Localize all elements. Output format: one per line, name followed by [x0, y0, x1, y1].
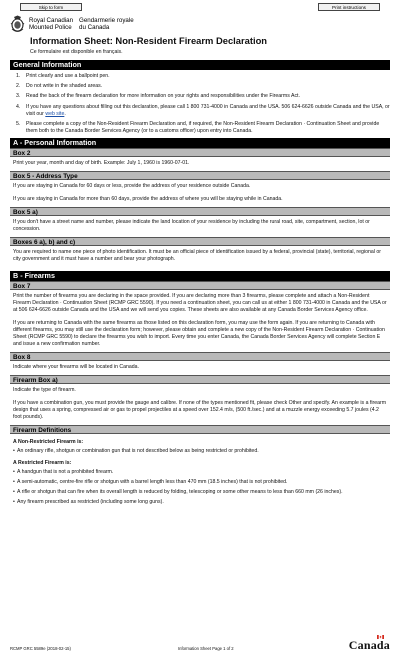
firearm-definitions-heading: Firearm Definitions	[10, 425, 390, 434]
canada-wordmark: Canada	[348, 637, 390, 652]
rcmp-signature	[29, 17, 134, 31]
rcmp-name-en-2: Mounted Police	[29, 24, 72, 31]
list-item: • A semi-automatic, centre-fire rifle or shotgun with a barrel length less than 470 mm (18.5 inches) that is not prohibited.	[13, 479, 288, 486]
list-item: • A rifle or shotgun that can fire when its overall length is reduced by folding, telescoping or some other means to less than 660 mm (26 inches).	[13, 489, 343, 496]
box-7-heading: Box 7	[10, 281, 390, 290]
box-5-heading: Box 5 - Address Type	[10, 171, 390, 180]
web-site-link[interactable]: web site	[45, 110, 65, 117]
french-availability-note: Ce formulaire est disponible en français.	[30, 49, 123, 55]
box-2-text: Print your year, month and day of birth. Example: July 1, 1960 is 1960-07-01.	[13, 160, 190, 167]
page-title: Information Sheet: Non-Resident Firearm Declaration	[30, 35, 268, 46]
box-6-heading: Boxes 6 a), b) and c)	[10, 237, 390, 246]
box-8-heading: Box 8	[10, 352, 390, 361]
list-item: 2. Do not write in the shaded areas.	[16, 83, 103, 90]
box-5a-text: If you don't have a street name and number, please indicate the land location of your residence by including the rural road, site, compartment, section, lot or concession.	[13, 219, 370, 233]
box-6-text: You are required to name one piece of photo identification. It must be an official piece of identification issued by a federal, provincial (state), territorial, regional or city government and it must have a number and bear your photograph.	[13, 249, 381, 263]
form-code: RCMP GRC 5589e (2018-02-15)	[10, 646, 71, 652]
rcmp-name-fr-1: Gendarmerie royale	[79, 17, 134, 24]
firearm-box-a-heading: Firearm Box a)	[10, 375, 390, 384]
non-restricted-list	[10, 448, 390, 455]
rcmp-name-fr-2: du Canada	[79, 24, 110, 31]
section-b-heading: B - Firearms	[10, 271, 390, 281]
list-item: • An ordinary rifle, shotgun or combination gun that is not described below as being restricted or prohibited.	[13, 448, 259, 455]
section-a-heading: A - Personal Information	[10, 138, 390, 148]
list-item: • Any firearm prescribed as restricted (including some long guns).	[13, 499, 164, 506]
list-item: 3. Read the back of the firearm declaration for more information on your rights and responsibilities under the Firearms Act.	[16, 93, 300, 100]
box-8-text: Indicate where your firearms will be located in Canada.	[13, 364, 140, 371]
list-item: 4. If you have any questions about filling out this declaration, please call 1 800 731-4000 in Canada and the USA. 506 624-6626 outside Canada and the USA, or visit our web site.	[16, 103, 390, 117]
firearm-box-a-text-1: Indicate the type of firearm.	[13, 387, 76, 394]
brand-header	[10, 13, 390, 35]
general-information-list	[10, 73, 390, 135]
top-bar	[10, 0, 390, 12]
box-5-text-2: If you are staying in Canada for more than 60 days, provide the address of where you will be staying while in Canada.	[13, 196, 283, 203]
footer	[10, 638, 390, 652]
print-instructions-button[interactable]: Print instructions	[318, 3, 380, 11]
page-number: Information Sheet Page 1 of 2	[178, 646, 234, 652]
box-5-text-1: If you are staying in Canada for 60 days or less, provide the address of your residence outside Canada.	[13, 183, 251, 190]
list-item: 1. Print clearly and use a ballpoint pen.	[16, 73, 110, 80]
firearm-box-a-text-2: If you have a combination gun, you must provide the gauge and calibre. If none of the types mentioned fit, please check Other and specify. An example is a firearm design that uses a spring, compressed air or gas to propel projectiles at a speed over 152.4 m/s, (500 ft./sec.) and at a muzzle energy exceeding 5.7 joules (4.2 foot pounds).	[13, 400, 387, 421]
box-2-heading: Box 2	[10, 148, 390, 157]
rcmp-crest-icon	[10, 15, 25, 34]
restricted-list	[10, 469, 390, 506]
restricted-heading: A Restricted Firearm is:	[13, 460, 72, 467]
general-information-heading: General Information	[10, 60, 390, 70]
box-7-text-1: Print the number of firearms you are declaring in the space provided. If you are declaring more than 3 firearms, please complete and attach a Non-Resident Firearm Declaration · Continuation Sheet (RCMP GRC 5590). If you need a continuation sheet, you can call us at either 1 800 731-4000 in Canada and the USA or at 506 624-6626 outside Canada and the USA and we will send you copies. These sheets are also available at any Canada Border Services Agency office.	[13, 293, 387, 314]
box-7-text-2: If you are returning to Canada with the same firearms as those listed on this declaration form, you may use the form again. If you are returning to Canada with different firearms, you may still use the declaration form; however, please obtain and complete a new copy of the Non-Resident Firearm Declaration · Continuation Sheet (RCMP GRC 5590) to declare the firearms you wish to import. Every time you enter Canada, the Canada Border Services Agency will complete Section E and issue a new confirmation number.	[13, 320, 385, 348]
non-restricted-heading: A Non-Restricted Firearm is:	[13, 439, 84, 446]
list-item: 5. Please complete a copy of the Non-Resident Firearm Declaration and, if required, the Non-Resident Firearm Declaration · Continuation Sheet and provide them both to the Canada Border Services Agency (or to a customs officer) upon entry into Canada.	[16, 120, 380, 134]
list-item: • A handgun that is not a prohibited firearm.	[13, 469, 114, 476]
rcmp-name-en-1: Royal Canadian	[29, 17, 74, 24]
box-5a-heading: Box 5 a)	[10, 207, 390, 216]
skip-to-form-button[interactable]: Skip to form	[20, 3, 82, 11]
